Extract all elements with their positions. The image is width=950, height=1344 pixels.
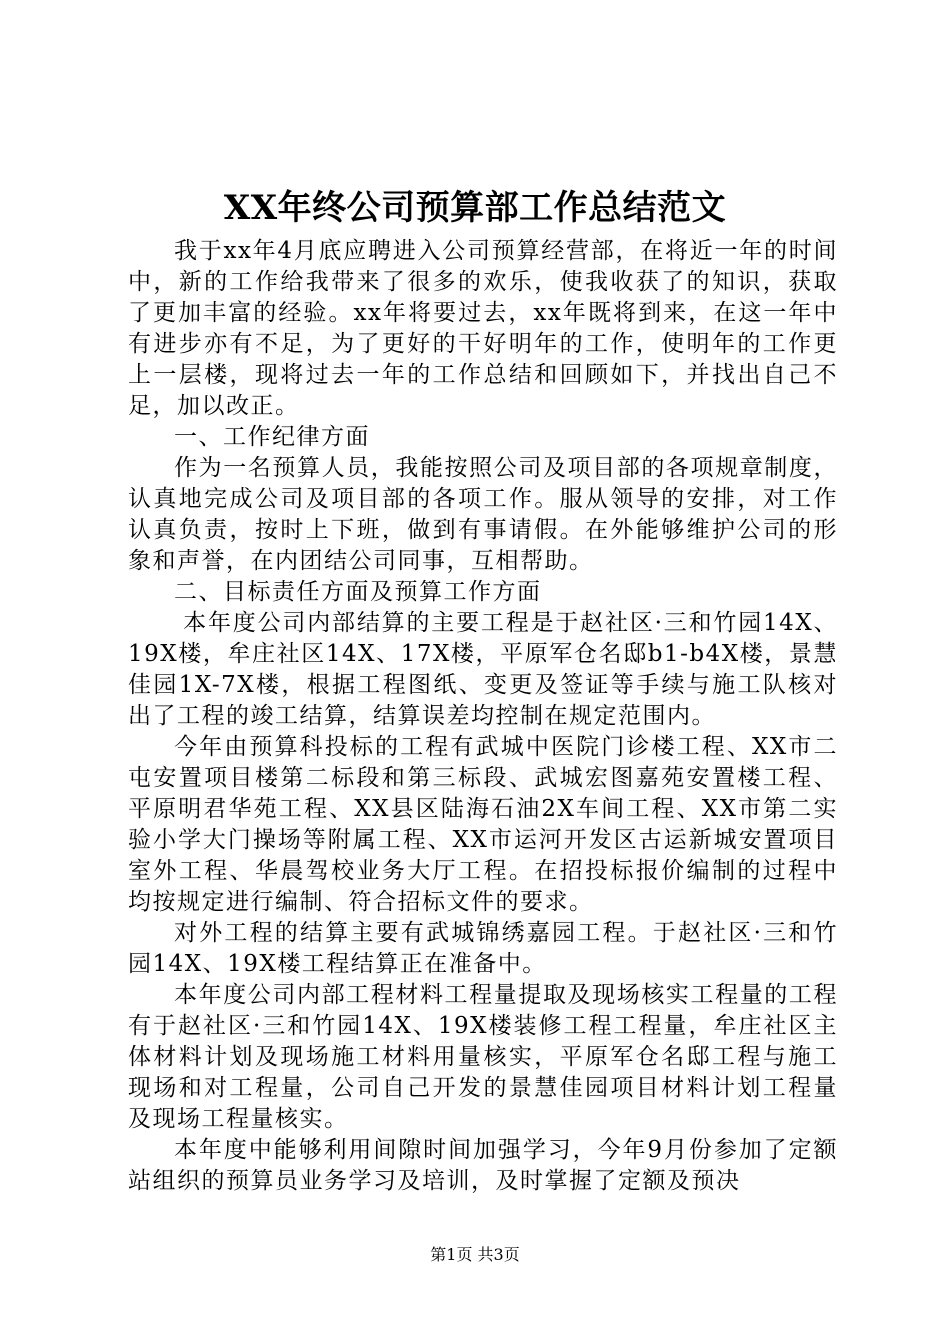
intro-paragraph: 我于xx年4月底应聘进入公司预算经营部，在将近一年的时间中，新的工作给我带来了很多的欢乐，使我收获了的知识，获取了更加丰富的经验。xx年将要过去，xx年既将到来，在这一年中有进步亦有不足，为了更好的干好明年的工作，使明年的工作更上一层楼，现将过去一年的工作总结和回顾如下，并找出自己不足，加以改正。 <box>128 238 838 419</box>
document-title: XX年终公司预算部工作总结范文 <box>223 188 727 228</box>
work-discipline-paragraph: 作为一名预算人员，我能按照公司及项目部的各项规章制度，认真地完成公司及项目部的各项工作。服从领导的安排，对工作认真负责，按时上下班，做到有事请假。在外能够维护公司的形象和声誉，在内团结公司同事，互相帮助。 <box>128 455 838 574</box>
external-settlement-paragraph: 对外工程的结算主要有武城锦绣嘉园工程。于赵社区·三和竹园14X、19X楼工程结算正在准备中。 <box>128 920 838 977</box>
internal-settlement-paragraph: 本年度公司内部结算的主要工程是于赵社区·三和竹园14X、19X楼，牟庄社区14X、17X楼，平原军仓名邸b1-b4X楼，景慧佳园1X-7X楼，根据工程图纸、变更及签证等手续与施工队核对出了工程的竣工结算，结算误差均控制在规定范围内。 <box>128 610 839 729</box>
section-heading-work-discipline: 一、工作纪律方面 <box>174 424 370 450</box>
bidding-projects-paragraph: 今年由预算科投标的工程有武城中医院门诊楼工程、XX市二屯安置项目楼第二标段和第三标段、武城宏图嘉苑安置楼工程、平原明君华苑工程、XX县区陆海石油2X车间工程、XX市第二实验小学大门操场等附属工程、XX市运河开发区古运新城安置项目室外工程、华晨驾校业务大厅工程。在招投标报价编制的过程中均按规定进行编制、符合招标文件的要求。 <box>128 734 838 915</box>
document-body <box>128 236 838 1197</box>
study-training-paragraph: 本年度中能够利用间隙时间加强学习，今年9月份参加了定额站组织的预算员业务学习及培训，及时掌握了定额及预决 <box>128 1137 838 1194</box>
page-number-footer: 第1页 共3页 <box>430 1245 520 1264</box>
section-heading-goals-budget: 二、目标责任方面及预算工作方面 <box>174 579 542 605</box>
material-quantity-paragraph: 本年度公司内部工程材料工程量提取及现场核实工程量的工程有于赵社区·三和竹园14X、19X楼装修工程工程量，牟庄社区主体材料计划及现场施工材料用量核实，平原军仓名邸工程与施工现场和对工程量，公司自己开发的景慧佳园项目材料计划工程量及现场工程量核实。 <box>128 982 838 1132</box>
